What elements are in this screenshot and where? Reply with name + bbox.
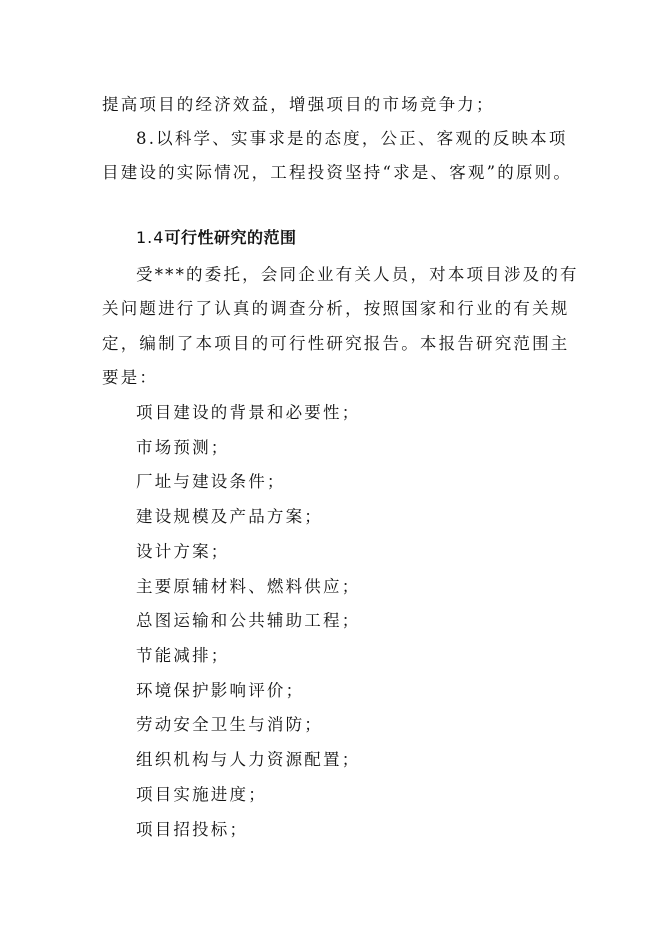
paragraph-line: 关问题进行了认真的调查分析，按照国家和行业的有关规: [102, 299, 570, 318]
list-item: 项目招投标；: [136, 820, 249, 839]
paragraph-line: 8.以科学、实事求是的态度，公正、客观的反映本项: [136, 129, 568, 148]
paragraph-line: 受***的委托，会同企业有关人员，对本项目涉及的有: [136, 265, 579, 284]
list-item: 环境保护影响评价；: [136, 681, 305, 700]
list-item: 市场预测；: [136, 438, 230, 457]
list-item: 厂址与建设条件；: [136, 472, 286, 491]
paragraph-line: 定，编制了本项目的可行性研究报告。本报告研究范围主: [102, 334, 570, 353]
paragraph-line: 要是：: [102, 368, 159, 387]
paragraph-line: 提高项目的经济效益，增强项目的市场竞争力；: [102, 95, 495, 114]
list-item: 项目建设的背景和必要性；: [136, 403, 361, 422]
paragraph-line: 目建设的实际情况，工程投资坚持“求是、客观”的原则。: [102, 163, 573, 182]
section-number: 1.4: [136, 228, 165, 247]
section-title: 可行性研究的范围: [164, 228, 297, 247]
list-item: 建设规模及产品方案；: [136, 507, 323, 526]
list-item: 节能减排；: [136, 646, 230, 665]
list-item: 主要原辅材料、燃料供应；: [136, 577, 361, 596]
section-heading: [136, 227, 296, 249]
list-item: 总图运输和公共辅助工程；: [136, 611, 361, 630]
list-item: 劳动安全卫生与消防；: [136, 715, 323, 734]
list-item: 组织机构与人力资源配置；: [136, 750, 361, 769]
list-item: 项目实施进度；: [136, 785, 267, 804]
list-item: 设计方案；: [136, 542, 230, 561]
